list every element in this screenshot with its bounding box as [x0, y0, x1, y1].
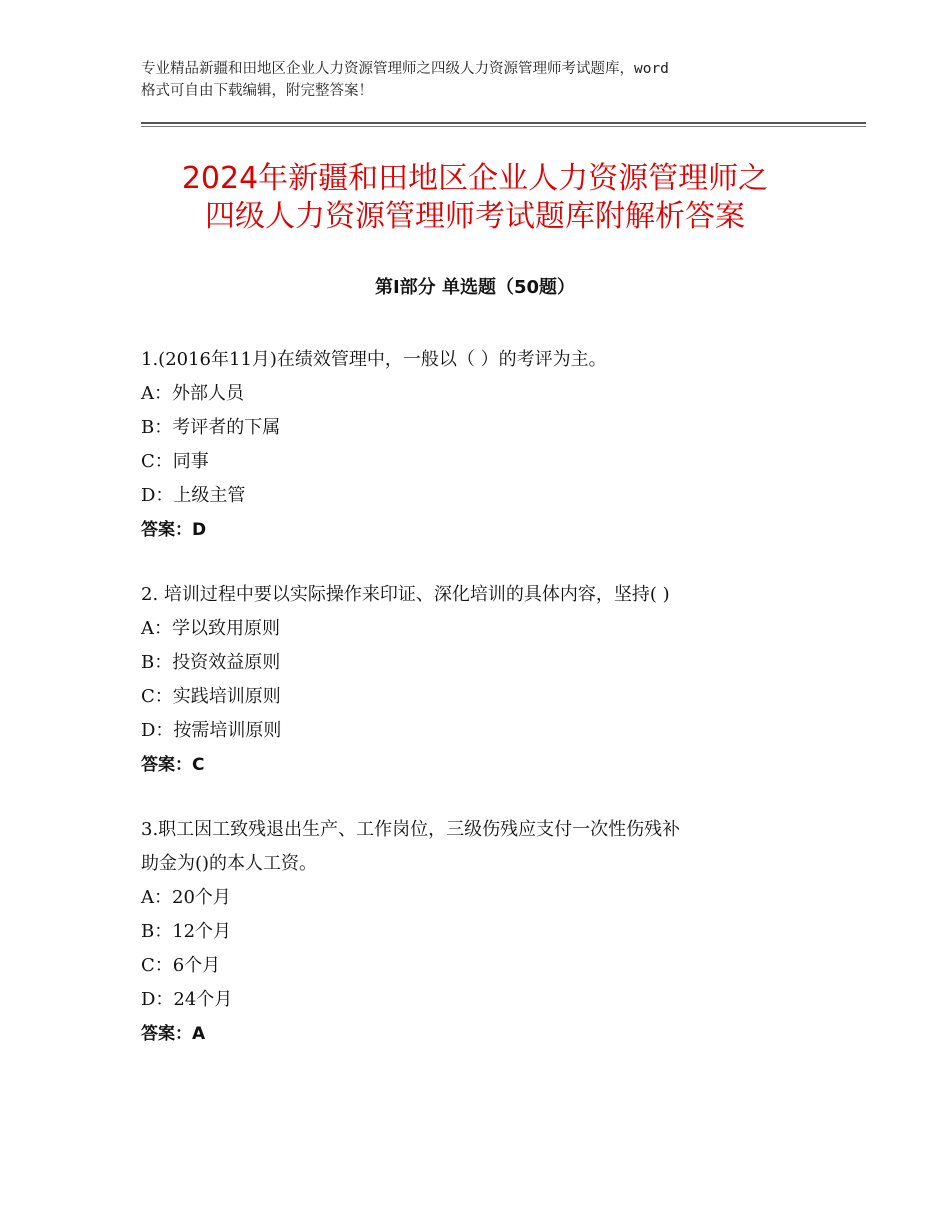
option-d: D：上级主管: [141, 485, 246, 506]
option-a: A：学以致用原则: [141, 618, 280, 639]
answer-label: 答案：C: [141, 755, 205, 775]
question-1: [141, 343, 821, 547]
option-c: C：6个月: [141, 955, 221, 976]
header-note-line-1: 专业精品新疆和田地区企业人力资源管理师之四级人力资源管理师考试题库，word: [141, 61, 669, 77]
document-title: [100, 160, 850, 236]
section-heading: 第Ⅰ部分 单选题（50题）: [374, 277, 575, 298]
option-a: A：20个月: [141, 887, 231, 908]
question-2: [141, 578, 821, 782]
header-note-line-2: 格式可自由下载编辑，附完整答案！: [141, 83, 373, 99]
question-stem: 1.(2016年11月)在绩效管理中，一般以（ ）的考评为主。: [141, 349, 607, 370]
question-stem-line-1: 3.职工因工致残退出生产、工作岗位，三级伤残应支付一次性伤残补: [141, 819, 681, 840]
answer-label: 答案：D: [141, 520, 207, 540]
option-a: A：外部人员: [141, 383, 244, 404]
option-d: D：按需培训原则: [141, 720, 282, 741]
header-divider-thin: [141, 126, 866, 127]
answer-label: 答案：A: [141, 1024, 206, 1044]
question-stem: 2. 培训过程中要以实际操作来印证、深化培训的具体内容，坚持( ): [141, 584, 670, 605]
document-title-line-2: 四级人力资源管理师考试题库附解析答案: [205, 199, 745, 234]
document-title-line-1: 2024年新疆和田地区企业人力资源管理师之: [181, 161, 769, 196]
option-b: B：考评者的下属: [141, 417, 281, 438]
option-c: C：同事: [141, 451, 209, 472]
header-note: [141, 58, 831, 102]
option-b: B：投资效益原则: [141, 652, 281, 673]
question-list: [141, 343, 821, 1051]
question-stem-line-2: 助金为()的本人工资。: [141, 853, 318, 874]
option-b: B：12个月: [141, 921, 232, 942]
question-3: [141, 813, 821, 1051]
option-c: C：实践培训原则: [141, 686, 281, 707]
option-d: D：24个月: [141, 989, 233, 1010]
header-divider-thick: [141, 122, 866, 124]
